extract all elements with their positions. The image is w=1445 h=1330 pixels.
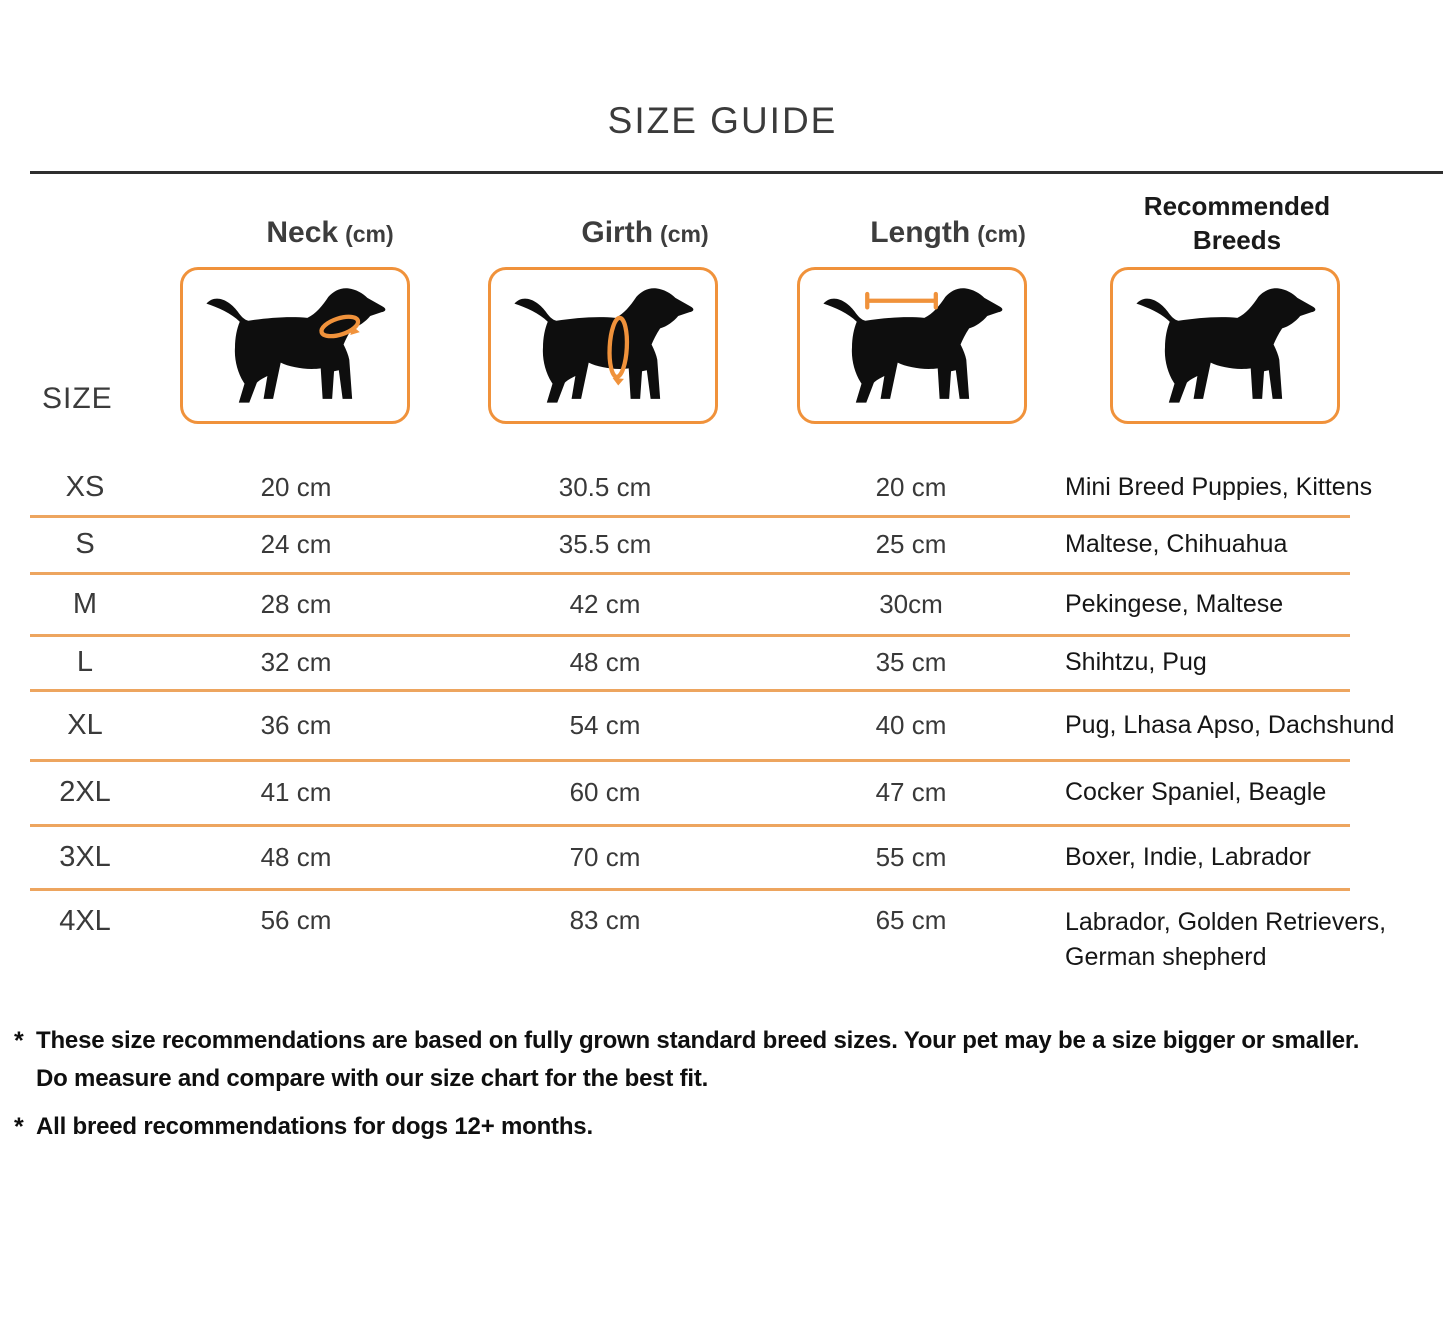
size-cell: L (76, 646, 94, 678)
breeds-cell: Shihtzu, Pug (1065, 648, 1207, 676)
breeds-cell: Mini Breed Puppies, Kittens (1065, 473, 1373, 501)
breeds-illustration (1110, 267, 1340, 424)
footnote-size-recommendation (14, 1022, 1438, 1098)
footnote-line: These size recommendations are based on fully grown standard breed sizes. Your pet may be a size bigger or smaller. (36, 1027, 1360, 1054)
footnote-breed-age (14, 1108, 1438, 1147)
footnotes (14, 1022, 1438, 1147)
girth-cell: 42 cm (569, 588, 641, 619)
asterisk-marker: * (14, 1027, 24, 1055)
length-cell: 55 cm (875, 841, 947, 872)
size-table-row (30, 889, 1410, 997)
girth-cell: 54 cm (569, 709, 641, 740)
neck-cell: 20 cm (260, 472, 332, 502)
girth-cell: 35.5 cm (558, 529, 652, 559)
neck-measure-illustration (180, 267, 410, 424)
size-cell: 3XL (59, 840, 111, 873)
length-cell: 30cm (879, 588, 943, 619)
breeds-cell: Pekingese, Maltese (1065, 589, 1284, 618)
size-table-row (30, 825, 1410, 889)
breeds-cell: Boxer, Indie, Labrador (1065, 842, 1311, 871)
breeds-cell: Maltese, Chihuahua (1065, 530, 1288, 558)
dog-back-length-measure-icon (812, 278, 1012, 413)
length-cell: 40 cm (875, 709, 947, 740)
neck-header-unit: (cm) (345, 221, 394, 247)
dog-neck-collar-measure-icon (195, 278, 395, 413)
column-header-recommended-breeds: Recommended Breeds (1143, 191, 1331, 255)
size-table-row (30, 690, 1410, 760)
neck-cell: 28 cm (260, 588, 332, 619)
length-measure-illustration (797, 267, 1027, 424)
size-table (30, 459, 1410, 997)
breeds-cell: Cocker Spaniel, Beagle (1065, 778, 1327, 806)
length-header-unit: (cm) (977, 221, 1026, 247)
column-header-neck (266, 216, 393, 250)
size-cell: 2XL (59, 776, 111, 808)
asterisk-marker: * (14, 1112, 24, 1141)
size-table-row (30, 635, 1410, 690)
girth-cell: 30.5 cm (558, 472, 652, 502)
length-cell: 35 cm (875, 647, 947, 677)
size-cell: 4XL (59, 905, 111, 937)
girth-measure-illustration (488, 267, 718, 424)
neck-cell: 48 cm (260, 841, 332, 872)
girth-cell: 48 cm (569, 647, 641, 677)
length-cell: 20 cm (875, 472, 947, 502)
neck-header-label: Neck (266, 216, 339, 249)
size-cell: XS (65, 471, 105, 503)
size-table-row (30, 516, 1410, 573)
length-header-label: Length (870, 216, 971, 249)
girth-cell: 60 cm (569, 777, 641, 807)
footnote-line: Do measure and compare with our size chart for the best fit. (36, 1064, 709, 1092)
girth-header-label: Girth (581, 216, 654, 249)
size-table-row (30, 760, 1410, 825)
length-cell: 65 cm (875, 905, 947, 935)
dog-girth-band-measure-icon (503, 278, 703, 413)
neck-cell: 41 cm (260, 777, 332, 807)
girth-cell: 70 cm (569, 841, 641, 872)
size-table-row (30, 459, 1410, 516)
dog-silhouette-icon (1125, 278, 1325, 413)
size-column-label: SIZE (42, 382, 113, 415)
girth-header-unit: (cm) (660, 221, 709, 247)
length-cell: 25 cm (875, 529, 947, 559)
neck-cell: 56 cm (260, 905, 332, 935)
breeds-cell: Labrador, Golden Retrievers, German shepherd (1065, 908, 1387, 971)
column-header-length (870, 216, 1026, 250)
size-cell: XL (67, 708, 103, 741)
breeds-cell: Pug, Lhasa Apso, Dachshund (1065, 710, 1395, 739)
footnote-line: All breed recommendations for dogs 12+ months. (36, 1112, 593, 1140)
length-cell: 47 cm (875, 777, 947, 807)
size-cell: S (75, 528, 95, 560)
neck-cell: 32 cm (260, 647, 332, 677)
girth-cell: 83 cm (569, 905, 641, 935)
neck-cell: 24 cm (260, 529, 332, 559)
page-title: SIZE GUIDE (607, 100, 838, 141)
neck-cell: 36 cm (260, 709, 332, 740)
column-header-girth (581, 216, 708, 250)
size-table-row (30, 573, 1410, 635)
title-divider-line (30, 171, 1443, 174)
size-cell: M (72, 587, 98, 620)
